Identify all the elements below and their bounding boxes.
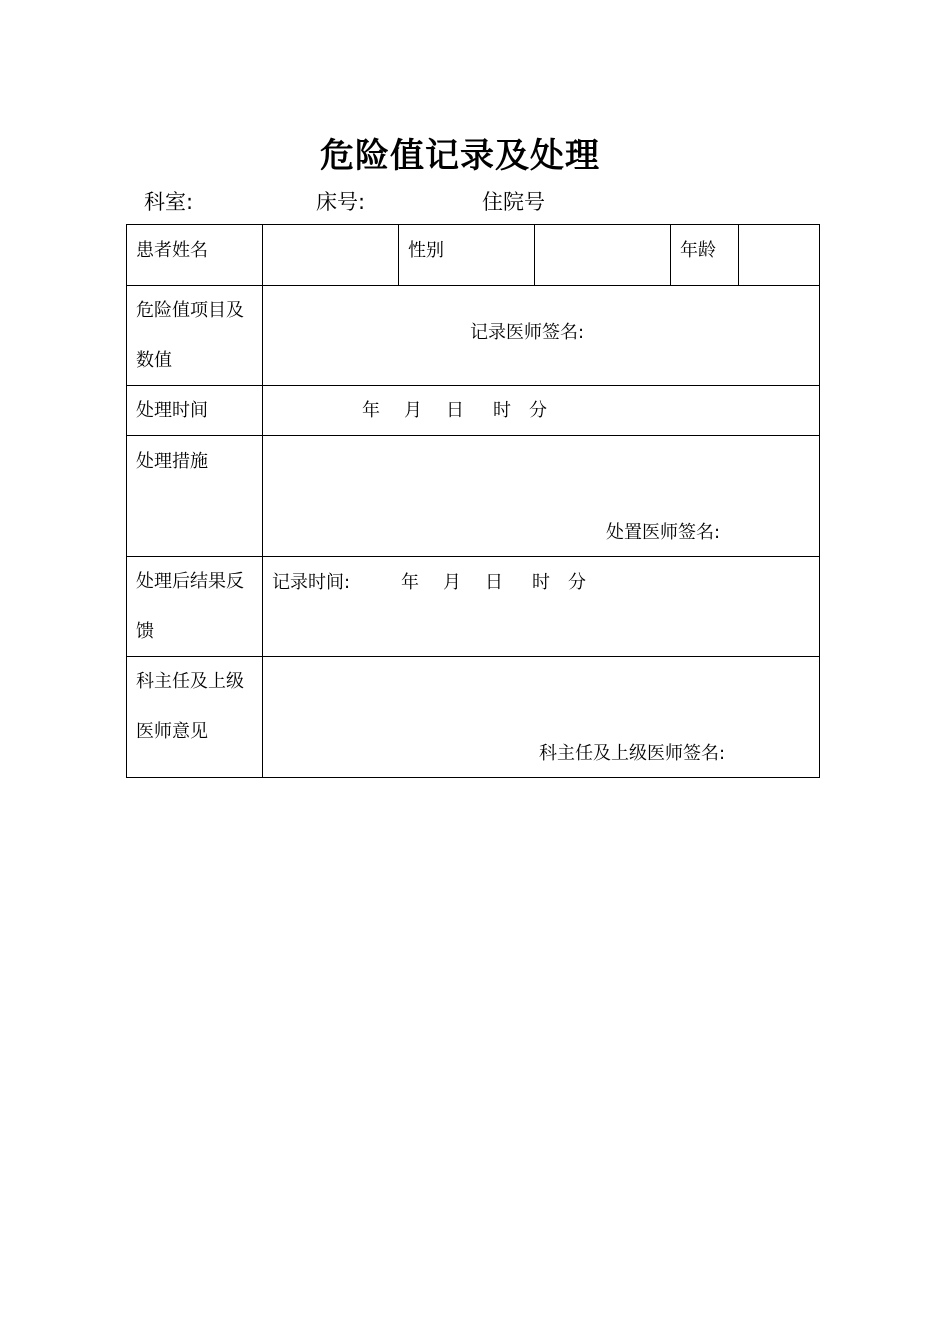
department-field: 科室: xyxy=(144,190,194,214)
patient-name-label: 患者姓名 xyxy=(136,240,208,261)
record-time-label: 记录时间: xyxy=(272,572,351,593)
page-title: 危险值记录及处理 xyxy=(320,136,600,176)
feedback-time-year: 年 xyxy=(401,572,419,593)
measures-content-cell[interactable] xyxy=(263,436,820,557)
opinion-label: 科主任及上级医师意见 xyxy=(136,671,244,742)
gender-label: 性别 xyxy=(408,240,444,261)
handling-time-day: 日 xyxy=(446,400,464,421)
handling-time-hour: 时 xyxy=(493,400,511,421)
feedback-content-cell[interactable] xyxy=(263,557,820,657)
recorder-signature-label: 记录医师签名: xyxy=(470,322,585,343)
feedback-time-month: 月 xyxy=(443,572,461,593)
handling-time-content-cell[interactable] xyxy=(263,386,820,436)
handler-signature-label: 处置医师签名: xyxy=(606,522,721,543)
gender-value-cell[interactable] xyxy=(535,225,671,286)
handling-time-month: 月 xyxy=(404,400,422,421)
feedback-time-day: 日 xyxy=(485,572,503,593)
admission-number-field: 住院号 xyxy=(482,190,545,214)
patient-name-label-cell xyxy=(127,225,263,286)
opinion-row xyxy=(127,657,820,778)
patient-row xyxy=(127,225,820,286)
opinion-label-cell xyxy=(127,657,263,778)
feedback-label-cell xyxy=(127,557,263,657)
age-label: 年龄 xyxy=(680,240,716,261)
handling-time-row xyxy=(127,386,820,436)
feedback-row xyxy=(127,557,820,657)
handling-time-label-cell xyxy=(127,386,263,436)
patient-name-value-cell[interactable] xyxy=(263,225,399,286)
measures-row xyxy=(127,436,820,557)
age-value-cell[interactable] xyxy=(739,225,820,286)
opinion-signature-label: 科主任及上级医师签名: xyxy=(539,743,726,764)
opinion-content-cell[interactable] xyxy=(263,657,820,778)
handling-time-year: 年 xyxy=(362,400,380,421)
age-label-cell xyxy=(671,225,739,286)
critical-value-label: 危险值项目及数值 xyxy=(136,300,244,371)
critical-value-row xyxy=(127,286,820,386)
gender-label-cell xyxy=(399,225,535,286)
feedback-label: 处理后结果反馈 xyxy=(136,571,244,642)
measures-label-cell xyxy=(127,436,263,557)
handling-time-label: 处理时间 xyxy=(136,400,208,421)
feedback-time-hour: 时 xyxy=(532,572,550,593)
handling-time-minute: 分 xyxy=(529,400,547,421)
measures-label: 处理措施 xyxy=(136,451,208,472)
critical-value-label-cell xyxy=(127,286,263,386)
critical-value-form xyxy=(126,224,820,778)
feedback-time-minute: 分 xyxy=(568,572,586,593)
critical-value-content-cell[interactable] xyxy=(263,286,820,386)
bed-number-field: 床号: xyxy=(316,190,366,214)
